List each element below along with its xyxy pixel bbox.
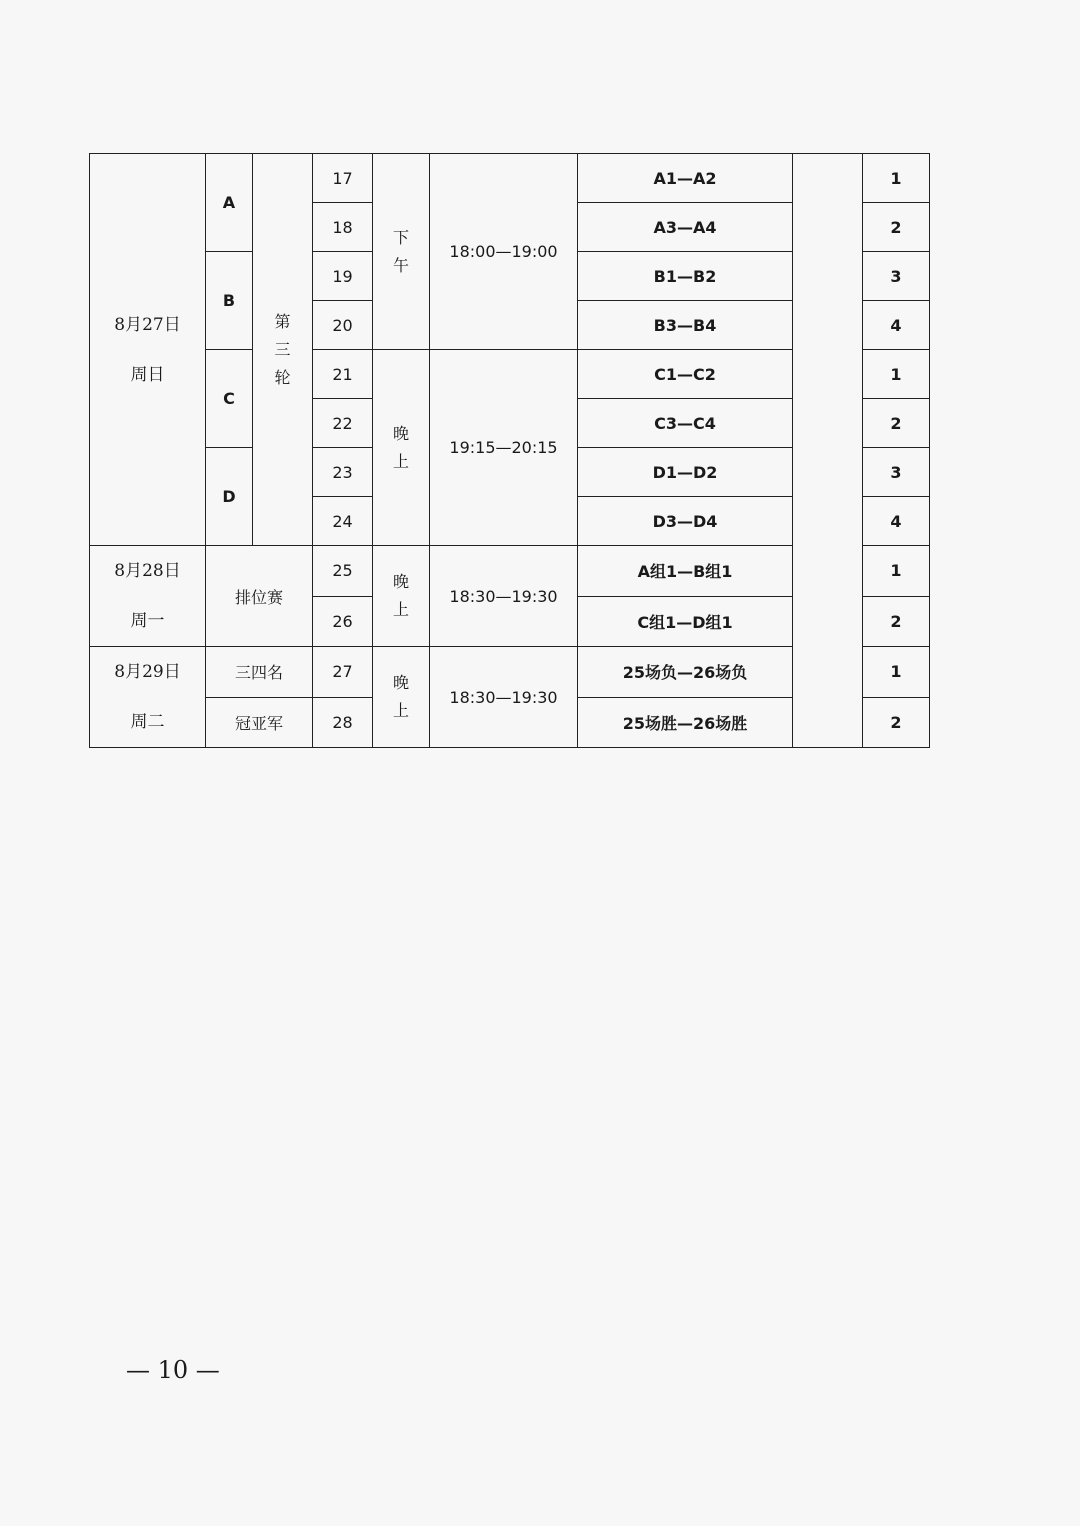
stage-cell: 冠亚军 — [206, 697, 313, 748]
match-number: 17 — [313, 154, 373, 203]
match-pair: C3—C4 — [578, 399, 793, 448]
match-pair: 25场负—26场负 — [578, 647, 793, 698]
match-number: 24 — [313, 497, 373, 546]
court-number: 2 — [863, 399, 930, 448]
date-label: 8月27日 — [114, 314, 181, 335]
date-cell — [90, 154, 206, 546]
match-pair: A1—A2 — [578, 154, 793, 203]
court-number: 2 — [863, 697, 930, 748]
session-cell: 下 午 — [373, 154, 430, 350]
match-pair: 25场胜—26场胜 — [578, 697, 793, 748]
stage-cell: 排位赛 — [206, 546, 313, 647]
court-number: 4 — [863, 301, 930, 350]
time-cell: 18:00—19:00 — [430, 154, 578, 350]
match-pair: D1—D2 — [578, 448, 793, 497]
round-cell: 第 三 轮 — [253, 154, 313, 546]
schedule-table — [89, 153, 930, 748]
group-cell: D — [206, 448, 253, 546]
table-row — [90, 154, 930, 203]
match-pair: C组1—D组1 — [578, 596, 793, 647]
court-number: 2 — [863, 596, 930, 647]
match-number: 20 — [313, 301, 373, 350]
date-cell — [90, 546, 206, 647]
time-cell: 19:15—20:15 — [430, 350, 578, 546]
match-pair: B1—B2 — [578, 252, 793, 301]
match-number: 19 — [313, 252, 373, 301]
session-cell: 晚 上 — [373, 647, 430, 748]
match-pair: A3—A4 — [578, 203, 793, 252]
court-number: 1 — [863, 647, 930, 698]
time-cell: 18:30—19:30 — [430, 647, 578, 748]
weekday-label: 周一 — [130, 611, 165, 631]
court-number: 3 — [863, 448, 930, 497]
page-number: — 10 — — [126, 1356, 220, 1384]
group-cell: B — [206, 252, 253, 350]
time-cell: 18:30—19:30 — [430, 546, 578, 647]
match-number: 25 — [313, 546, 373, 597]
group-cell: A — [206, 154, 253, 252]
blank-column — [793, 154, 863, 748]
court-number: 1 — [863, 350, 930, 399]
group-cell: C — [206, 350, 253, 448]
date-label: 8月28日 — [114, 561, 181, 581]
date-label: 8月29日 — [114, 662, 181, 682]
court-number: 3 — [863, 252, 930, 301]
court-number: 1 — [863, 546, 930, 597]
court-number: 1 — [863, 154, 930, 203]
match-number: 18 — [313, 203, 373, 252]
date-cell — [90, 647, 206, 748]
stage-cell: 三四名 — [206, 647, 313, 698]
session-cell: 晚 上 — [373, 350, 430, 546]
match-number: 27 — [313, 647, 373, 698]
match-number: 28 — [313, 697, 373, 748]
weekday-label: 周二 — [130, 712, 165, 732]
match-number: 26 — [313, 596, 373, 647]
court-number: 4 — [863, 497, 930, 546]
match-pair: A组1—B组1 — [578, 546, 793, 597]
match-number: 21 — [313, 350, 373, 399]
weekday-label: 周日 — [130, 364, 165, 385]
court-number: 2 — [863, 203, 930, 252]
match-pair: D3—D4 — [578, 497, 793, 546]
match-number: 23 — [313, 448, 373, 497]
match-number: 22 — [313, 399, 373, 448]
match-pair: B3—B4 — [578, 301, 793, 350]
session-cell: 晚 上 — [373, 546, 430, 647]
match-pair: C1—C2 — [578, 350, 793, 399]
